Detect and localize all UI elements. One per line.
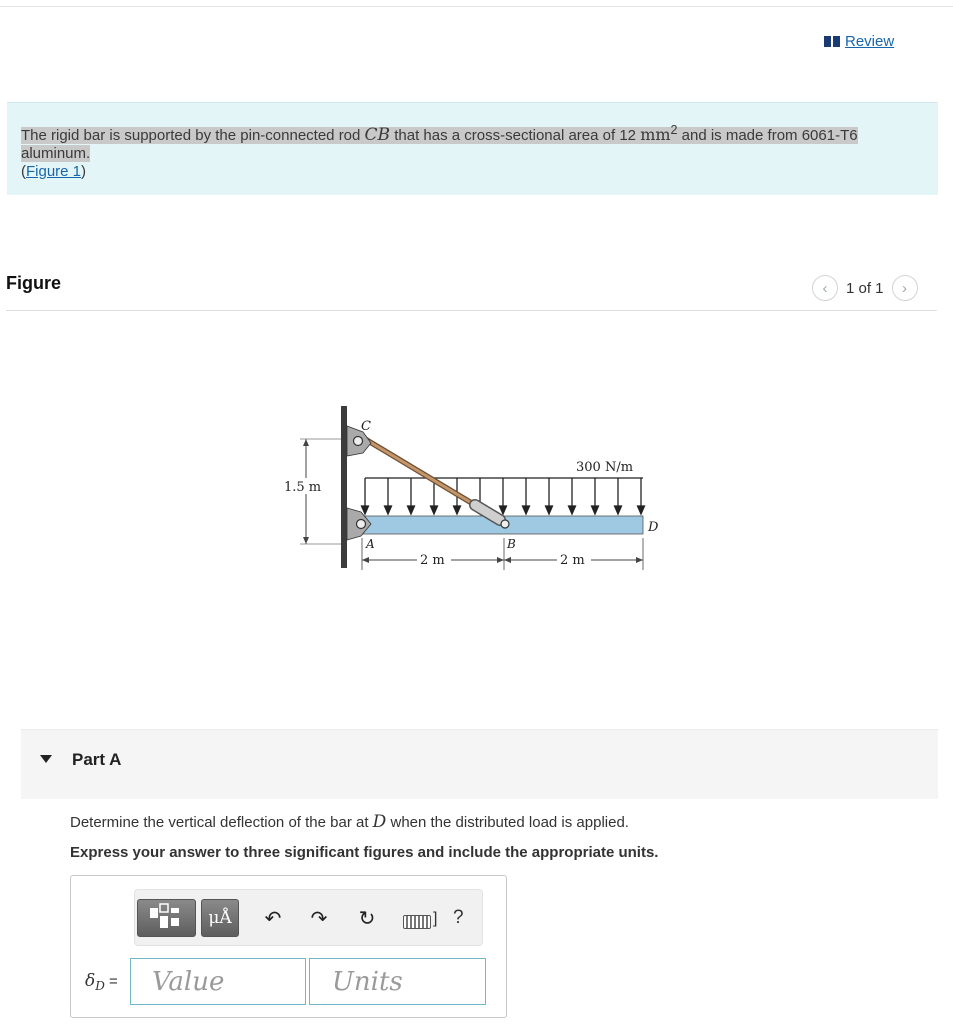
figure-link[interactable]: Figure 1: [26, 163, 82, 180]
question-text: Determine the vertical deflection of the bar at D when the distributed load is applied.: [70, 812, 629, 832]
rod-variable: CB: [364, 125, 391, 145]
units-button[interactable]: μÅ: [201, 899, 239, 937]
area-unit: mm: [640, 125, 671, 144]
review-label[interactable]: Review: [845, 33, 895, 50]
redo-icon[interactable]: ↷: [310, 908, 328, 930]
templates-icon: [138, 900, 195, 936]
book-icon: [824, 36, 840, 47]
problem-text-highlight: The rigid bar is supported by the pin-connected rod CB that has a cross-sectional area of 12 $mm^2$ and is made from 6061-T6 aluminum.: [21, 123, 858, 162]
pin-c: [354, 437, 363, 446]
top-divider: [0, 6, 953, 7]
units-input[interactable]: [309, 958, 486, 1005]
value-input[interactable]: [130, 958, 306, 1005]
caret-down-icon[interactable]: [40, 755, 52, 763]
chevron-left-icon[interactable]: ‹: [812, 275, 838, 301]
templates-button[interactable]: [137, 899, 196, 937]
figure-diagram: [275, 398, 665, 578]
reset-icon[interactable]: ↻: [358, 908, 376, 930]
equation-toolbar: μÅ ↶ ↷ ↻ ] ?: [134, 889, 483, 946]
chevron-right-icon[interactable]: ›: [892, 275, 918, 301]
span-bd-label: 2 m: [560, 553, 585, 568]
wall: [341, 406, 347, 568]
pager-text: 1 of 1: [846, 279, 884, 297]
question-variable: D: [372, 812, 387, 832]
figure-divider: [6, 310, 937, 311]
height-label: 1.5 m: [284, 480, 322, 495]
problem-statement: The rigid bar is supported by the pin-connected rod CB that has a cross-sectional area of 12 $mm^2$ and is made from 6061-T6 aluminum. (Figure 1): [7, 102, 938, 195]
area-exponent: 2: [670, 123, 678, 137]
instruction-text: Express your answer to three significant figures and include the appropriate units.: [70, 844, 659, 861]
distributed-load-arrows: [362, 478, 645, 514]
label-d: D: [648, 520, 659, 535]
pin-b: [501, 520, 509, 528]
figure-title: Figure: [6, 273, 62, 293]
label-b: B: [507, 537, 516, 551]
pin-a: [357, 520, 366, 529]
review-link[interactable]: [824, 33, 894, 50]
part-a-header[interactable]: [21, 729, 938, 799]
label-c: C: [361, 419, 371, 434]
help-icon[interactable]: ?: [453, 907, 464, 928]
part-label: Part A: [72, 750, 122, 769]
answer-variable-label: $\delta_D$ =: [85, 971, 118, 993]
figure-pager: [812, 275, 918, 301]
answer-box: [70, 875, 507, 1018]
span-ab-label: 2 m: [420, 553, 445, 568]
undo-icon[interactable]: ↶: [264, 908, 282, 930]
keyboard-icon[interactable]: [403, 915, 431, 929]
load-label: 300 N/m: [576, 460, 634, 475]
label-a: A: [366, 537, 375, 551]
